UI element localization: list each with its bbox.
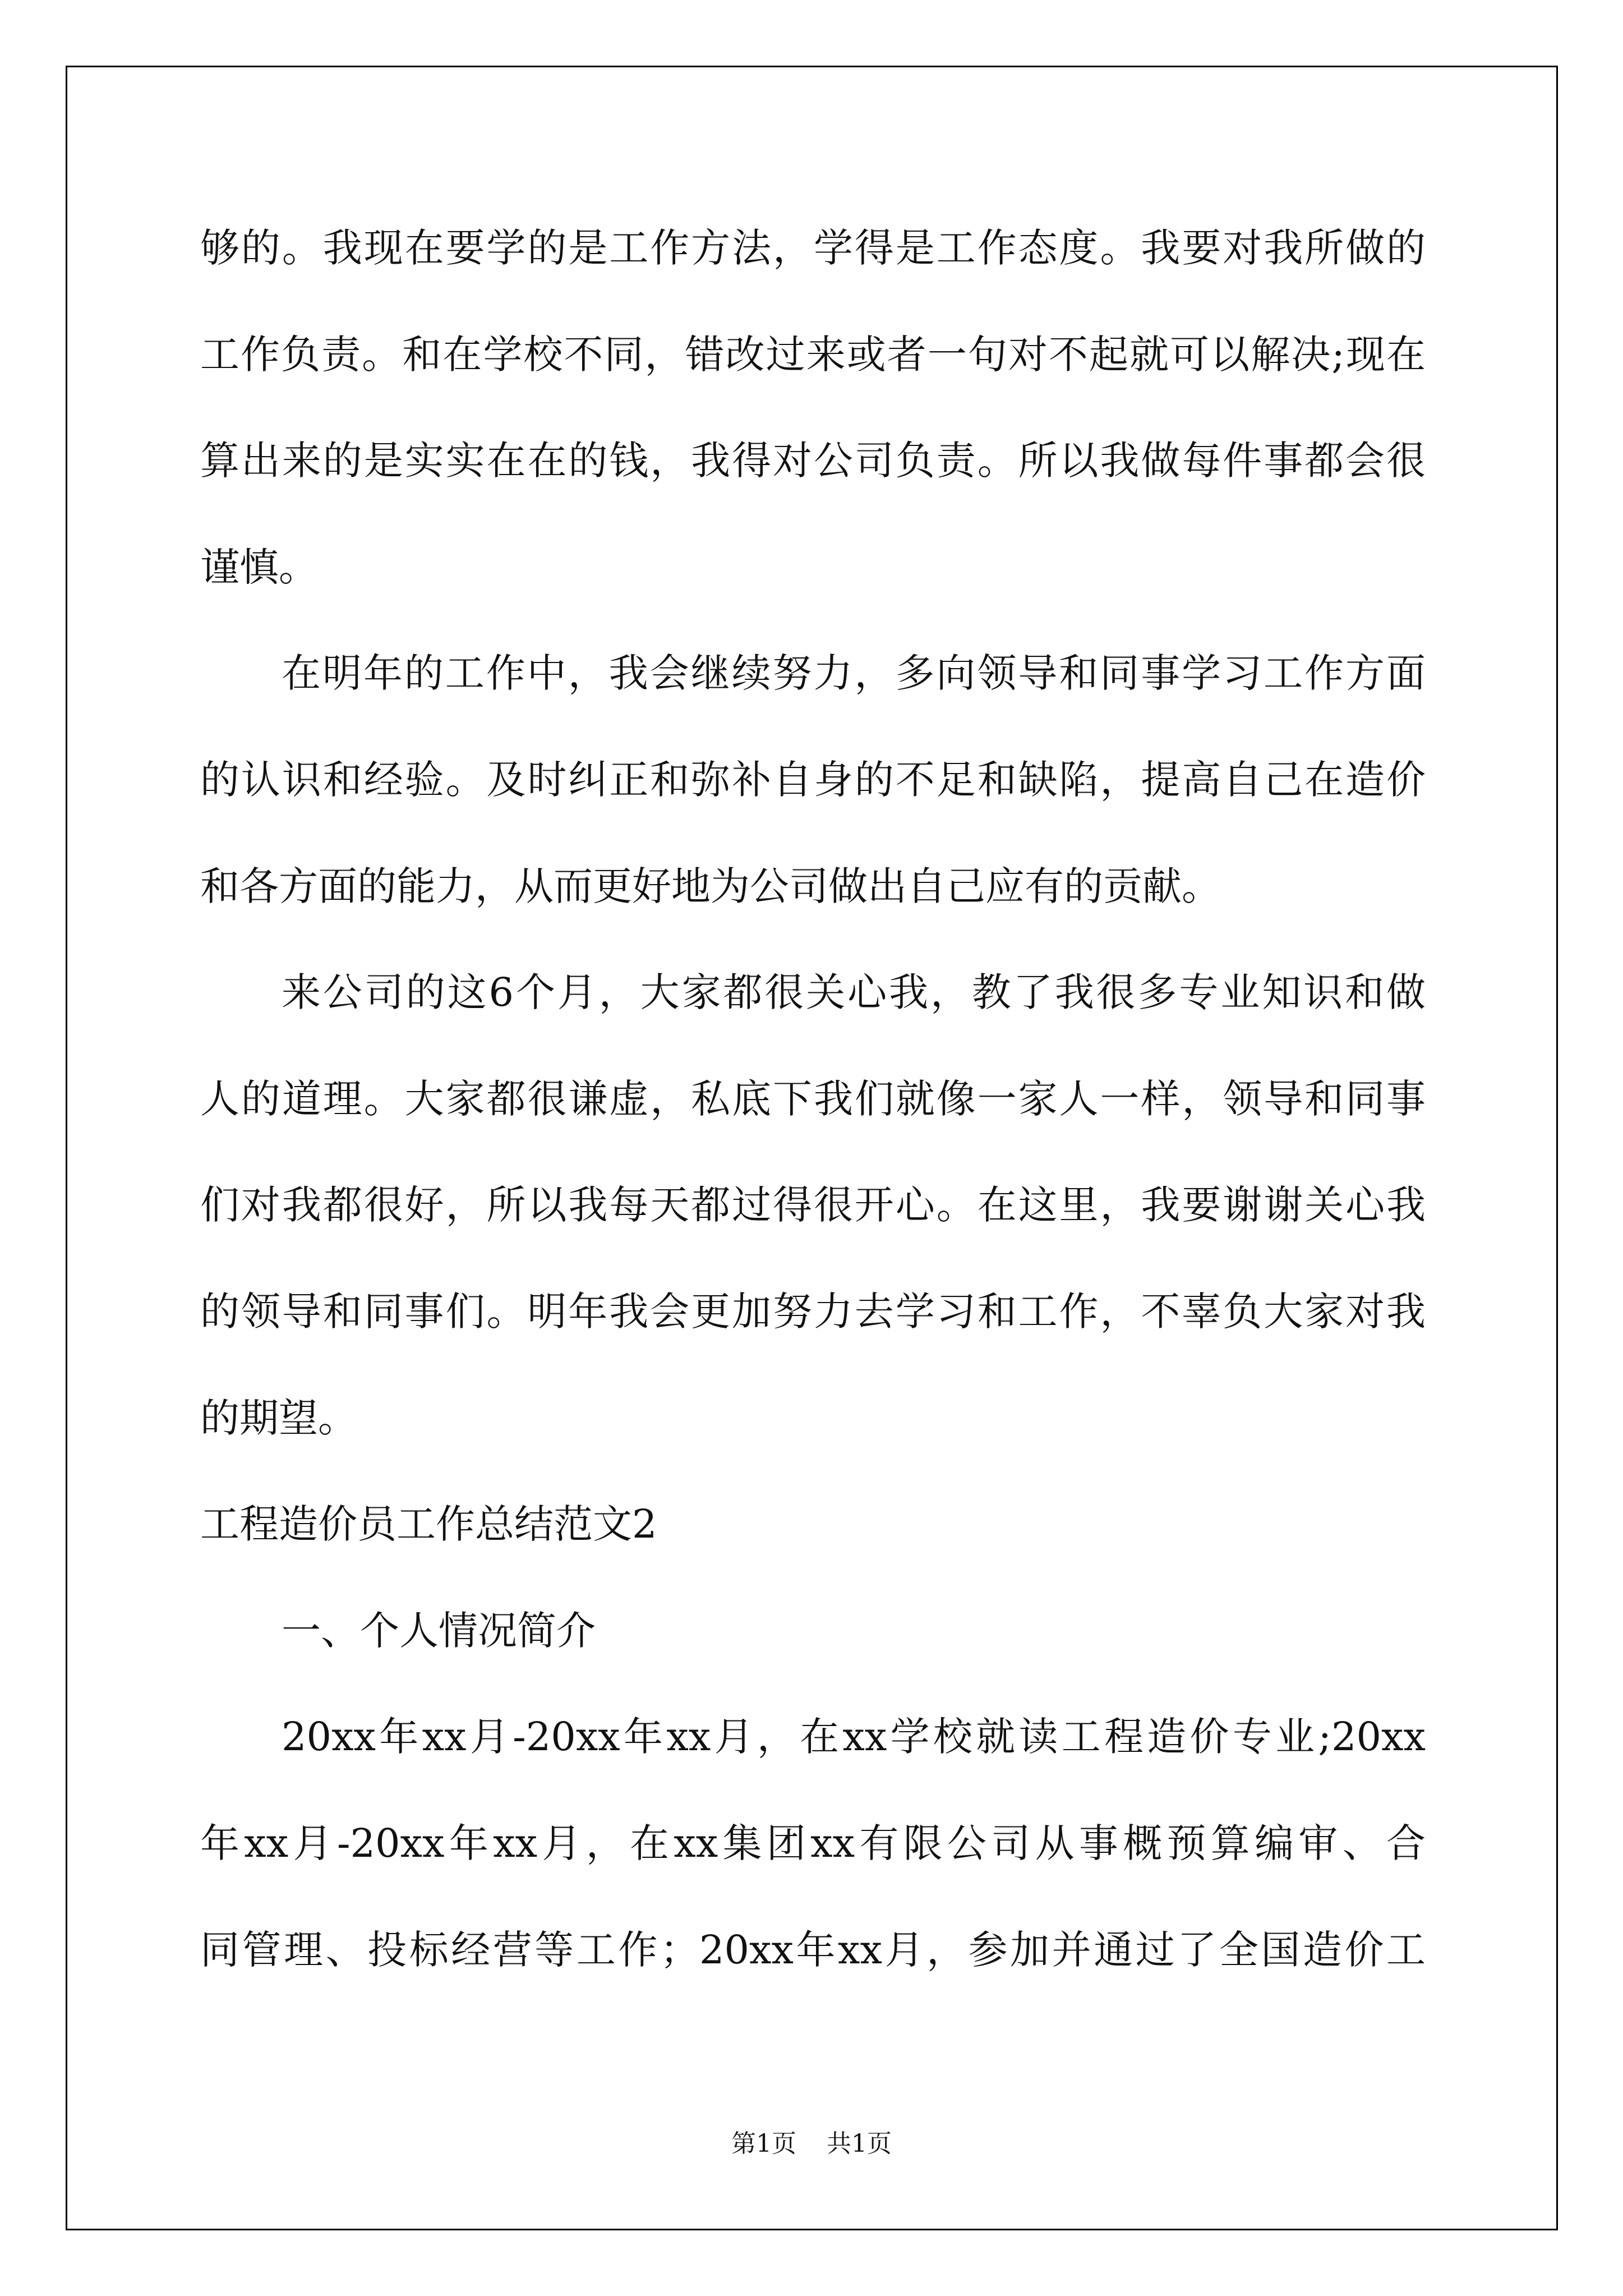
body-line: 的认识和经验。及时纠正和弥补自身的不足和缺陷，提高自己在造价 bbox=[200, 756, 1426, 803]
body-line: 来公司的这6个月，大家都很关心我，教了我很多专业知识和做 bbox=[282, 969, 1426, 1016]
body-line: 人的道理。大家都很谦虚，私底下我们就像一家人一样，领导和同事 bbox=[200, 1075, 1426, 1122]
body-line: 年xx月-20xx年xx月，在xx集团xx有限公司从事概预算编审、合 bbox=[200, 1820, 1426, 1866]
body-line: 的期望。 bbox=[200, 1395, 357, 1441]
body-line: 和各方面的能力，从而更好地为公司做出自己应有的贡献。 bbox=[200, 863, 1221, 909]
body-line: 20xx年xx月-20xx年xx月，在xx学校就读工程造价专业;20xx bbox=[282, 1714, 1426, 1760]
document-body bbox=[200, 195, 1426, 2003]
section-heading: 工程造价员工作总结范文2 bbox=[200, 1501, 657, 1548]
subsection-heading: 一、个人情况简介 bbox=[282, 1607, 596, 1654]
body-line: 算出来的是实实在在的钱，我得对公司负责。所以我做每件事都会很 bbox=[200, 438, 1426, 484]
body-line: 够的。我现在要学的是工作方法，学得是工作态度。我要对我所做的 bbox=[200, 225, 1426, 271]
body-line: 们对我都很好，所以我每天都过得很开心。在这里，我要谢谢关心我 bbox=[200, 1182, 1426, 1228]
body-line: 谨慎。 bbox=[200, 544, 318, 590]
body-line: 在明年的工作中，我会继续努力，多向领导和同事学习工作方面 bbox=[282, 650, 1426, 697]
page-footer: 第1页 共1页 bbox=[731, 2129, 892, 2158]
body-line: 同管理、投标经营等工作；20xx年xx月，参加并通过了全国造价工 bbox=[200, 1926, 1426, 1973]
body-line: 工作负责。和在学校不同，错改过来或者一句对不起就可以解决;现在 bbox=[200, 331, 1426, 378]
body-line: 的领导和同事们。明年我会更加努力去学习和工作，不辜负大家对我 bbox=[200, 1288, 1426, 1335]
